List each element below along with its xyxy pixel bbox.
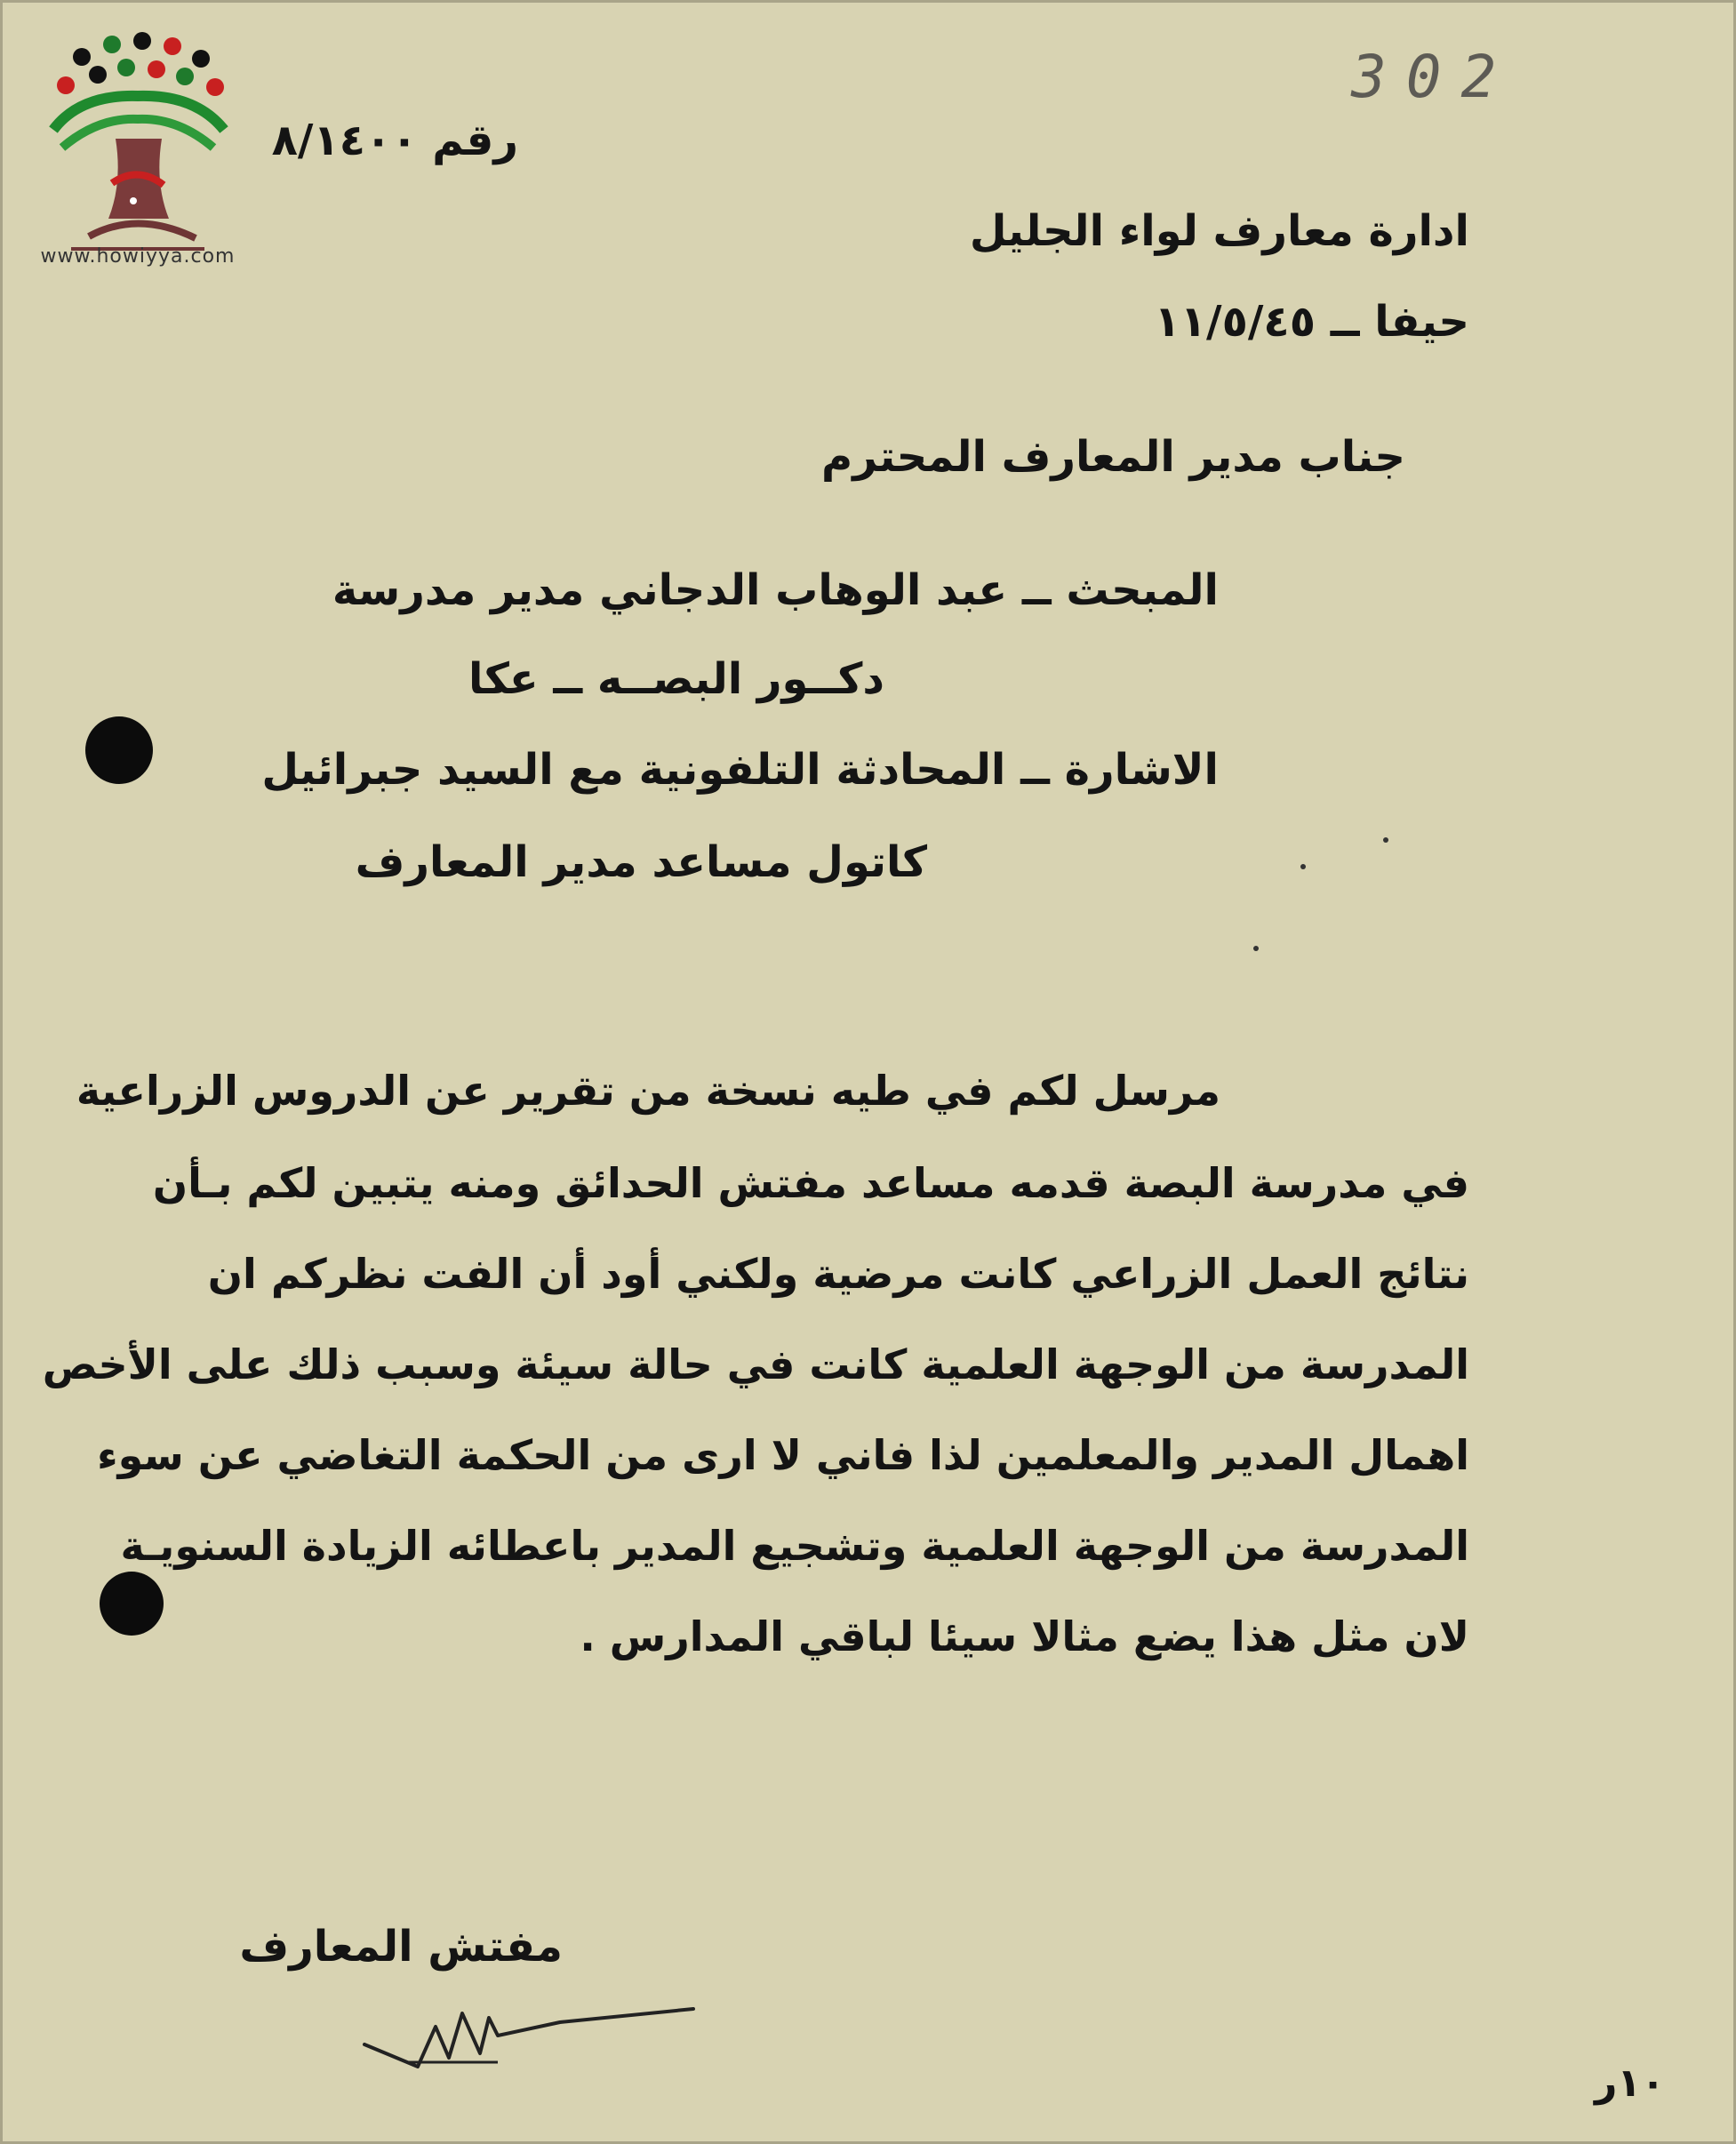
place-date: حيفا ــ ١١/٥/٤٥ (1154, 297, 1469, 347)
reference-line-2: كاتول مساعد مدير المعارف (355, 837, 927, 887)
page-number: 302 (1351, 43, 1516, 111)
body-line-3: نتائج العمل الزراعي كانت مرضية ولكني أود أن الفت نظركم ان (207, 1250, 1469, 1298)
footer-code: ١٠ر (1594, 2060, 1665, 2106)
sender-office: ادارة معارف لواء الجليل (969, 206, 1469, 256)
logo-url: www.howiyya.com (40, 245, 236, 268)
handwritten-signature (356, 1973, 711, 2080)
body-line-4: المدرسة من الوجهة العلمية كانت في حالة سيئة وسبب ذلك على الأخص (42, 1340, 1469, 1388)
addressee: جناب مدير المعارف المحترم (821, 432, 1405, 482)
subject-line-1: المبحث ــ عبد الوهاب الدجاني مدير مدرسة (332, 565, 1219, 615)
body-line-6: المدرسة من الوجهة العلمية وتشجيع المدير باعطائه الزيادة السنويـة (120, 1522, 1469, 1570)
body-line-2: في مدرسة البصة قدمه مساعد مفتش الحدائق ومنه يتبين لكم بـأن (152, 1159, 1469, 1207)
howiyya-logo (27, 32, 249, 281)
speck (1383, 837, 1388, 843)
speck (1300, 864, 1306, 869)
punch-hole-bottom (100, 1572, 164, 1636)
reference-number: رقم ٨/١٤٠٠ (271, 116, 518, 165)
subject-line-2: دكــور البصــه ــ عكا (468, 654, 884, 704)
body-line-7: لان مثل هذا يضع مثالا سيئا لباقي المدارس . (580, 1612, 1469, 1660)
signatory-title: مفتش المعارف (239, 1922, 563, 1972)
reference-line-1: الاشارة ــ المحادثة التلفونية مع السيد جبرائيل (261, 745, 1219, 795)
body-line-5: اهمال المدير والمعلمين لذا فاني لا ارى من الحكمة التغاضي عن سوء (97, 1431, 1469, 1479)
punch-hole-top (85, 716, 153, 784)
speck (1253, 946, 1259, 951)
body-line-1: مرسل لكم في طيه نسخة من تقرير عن الدروس الزراعية (76, 1067, 1220, 1115)
